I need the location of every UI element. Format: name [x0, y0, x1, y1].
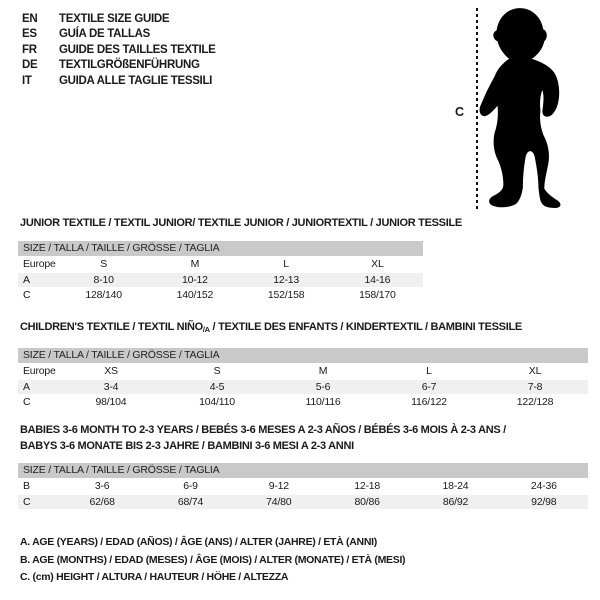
footnote-c: C. (cm) HEIGHT / ALTURA / HAUTEUR / HÖHE / ALTEZZA: [20, 571, 289, 583]
table-cell: 86/92: [442, 495, 469, 508]
title-subscript: /A: [202, 325, 210, 334]
table-cell: 3-6: [94, 480, 110, 493]
footnote-a: A. AGE (YEARS) / EDAD (AÑOS) / ÂGE (ANS) / ALTER (JAHRE) / ETÀ (ANNI): [20, 536, 377, 548]
language-code: DE: [22, 59, 38, 72]
title-line-1: BABIES 3-6 MONTH TO 2-3 YEARS / BEBÉS 3-6 MESES A 2-3 AÑOS / BÉBÉS 3-6 MOIS À 2-3 ANS /: [20, 424, 506, 436]
footnote-b: B. AGE (MONTHS) / EDAD (MESES) / ÂGE (MOIS) / ALTER (MONATE) / ETÀ (MESI): [20, 553, 406, 566]
table-cell: S: [213, 365, 221, 378]
table-row-height: [18, 395, 588, 411]
table-cell: M: [318, 365, 328, 378]
table-cell: 128/140: [85, 289, 122, 302]
babies-table: [18, 463, 588, 510]
table-cell: S: [100, 258, 108, 271]
row-label: C: [23, 289, 31, 302]
row-label: A: [23, 380, 30, 393]
size-header-band: SIZE / TALLA / TAILLE / GRÖSSE / TAGLIA: [18, 348, 588, 364]
table-cell: XS: [104, 365, 118, 378]
row-label: C: [23, 396, 31, 409]
row-label: C: [23, 495, 31, 508]
footnotes: [20, 534, 405, 587]
babies-table-title: [20, 423, 506, 454]
row-label: Europe: [23, 258, 56, 271]
title-part: / TEXTILE DES ENFANTS / KINDERTEXTIL / BAMBINI TESSILE: [209, 321, 522, 333]
table-cell: 4-5: [209, 380, 225, 393]
guide-title: GUÍA DE TALLAS: [59, 28, 150, 41]
table-cell: 6-7: [421, 380, 437, 393]
table-row-height: [18, 288, 423, 304]
children-table-title: [20, 320, 522, 338]
table-row-age: [18, 273, 423, 289]
table-row-europe: [18, 364, 588, 380]
table-cell: 6-9: [183, 480, 198, 493]
table-cell: 104/110: [199, 396, 235, 409]
language-row-fr: [22, 42, 216, 58]
guide-title: TEXTILGRÖßENFÜHRUNG: [59, 59, 200, 72]
size-header-band: SIZE / TALLA / TAILLE / GRÖSSE / TAGLIA: [18, 463, 588, 479]
title-line-2: BABYS 3-6 MONATE BIS 2-3 JAHRE / BAMBINI 3-6 MESI A 2-3 ANNI: [20, 439, 354, 452]
language-row-de: [22, 58, 216, 74]
table-cell: 7-8: [527, 380, 543, 393]
table-cell: XL: [371, 258, 384, 271]
children-table: [18, 348, 588, 411]
table-row-months: [18, 479, 588, 495]
guide-title: TEXTILE SIZE GUIDE: [59, 12, 170, 25]
table-row-europe: [18, 257, 423, 273]
language-code: ES: [22, 28, 37, 41]
table-cell: 122/128: [516, 396, 554, 409]
table-cell: 116/122: [411, 396, 447, 409]
row-label: A: [23, 273, 30, 286]
row-label: Europe: [23, 365, 56, 378]
table-cell: 18-24: [442, 480, 469, 493]
language-row-en: [22, 11, 216, 27]
guide-title: GUIDE DES TAILLES TEXTILE: [59, 43, 216, 56]
language-row-it: [22, 73, 216, 89]
table-cell: 9-12: [268, 480, 289, 493]
table-cell: L: [283, 258, 289, 271]
size-header-band: SIZE / TALLA / TAILLE / GRÖSSE / TAGLIA: [18, 241, 423, 257]
table-cell: 110/116: [305, 396, 341, 409]
table-cell: 24-36: [530, 480, 557, 493]
table-cell: 12-18: [354, 480, 381, 493]
language-code: EN: [22, 12, 38, 25]
table-cell: 62/68: [89, 495, 115, 508]
table-cell: 68/74: [177, 495, 204, 508]
table-cell: L: [426, 365, 432, 378]
table-cell: 8-10: [93, 273, 114, 286]
table-cell: 10-12: [181, 273, 208, 286]
baby-silhouette-icon: [479, 5, 596, 212]
row-label: B: [23, 480, 30, 493]
table-cell: 98/104: [95, 396, 127, 409]
guide-title: GUIDA ALLE TAGLIE TESSILI: [59, 74, 213, 87]
table-row-age: [18, 380, 588, 396]
language-code: IT: [22, 74, 32, 87]
language-code: FR: [22, 43, 37, 56]
table-cell: 12-13: [273, 273, 300, 286]
table-cell: 74/80: [266, 495, 292, 508]
table-cell: 14-16: [364, 273, 391, 286]
table-cell: M: [190, 258, 200, 271]
table-cell: 92/98: [531, 495, 557, 508]
table-cell: 5-6: [315, 380, 331, 393]
table-cell: 3-4: [103, 380, 119, 393]
language-row-es: [22, 27, 216, 43]
table-cell: XL: [528, 365, 542, 378]
table-cell: 158/170: [359, 289, 396, 302]
height-dashed-line: [476, 8, 478, 209]
title-part: CHILDREN'S TEXTILE / TEXTIL NIÑO: [20, 321, 203, 333]
language-guide-list: [22, 11, 216, 89]
junior-table-title: JUNIOR TEXTILE / TEXTIL JUNIOR/ TEXTILE JUNIOR / JUNIORTEXTIL / JUNIOR TESSILE: [20, 217, 462, 229]
table-cell: 140/152: [176, 289, 214, 302]
table-cell: 152/158: [267, 289, 305, 302]
table-cell: 80/86: [354, 495, 380, 508]
table-row-height: [18, 495, 588, 511]
junior-table: [18, 241, 423, 304]
height-marker-label: C: [455, 105, 465, 119]
